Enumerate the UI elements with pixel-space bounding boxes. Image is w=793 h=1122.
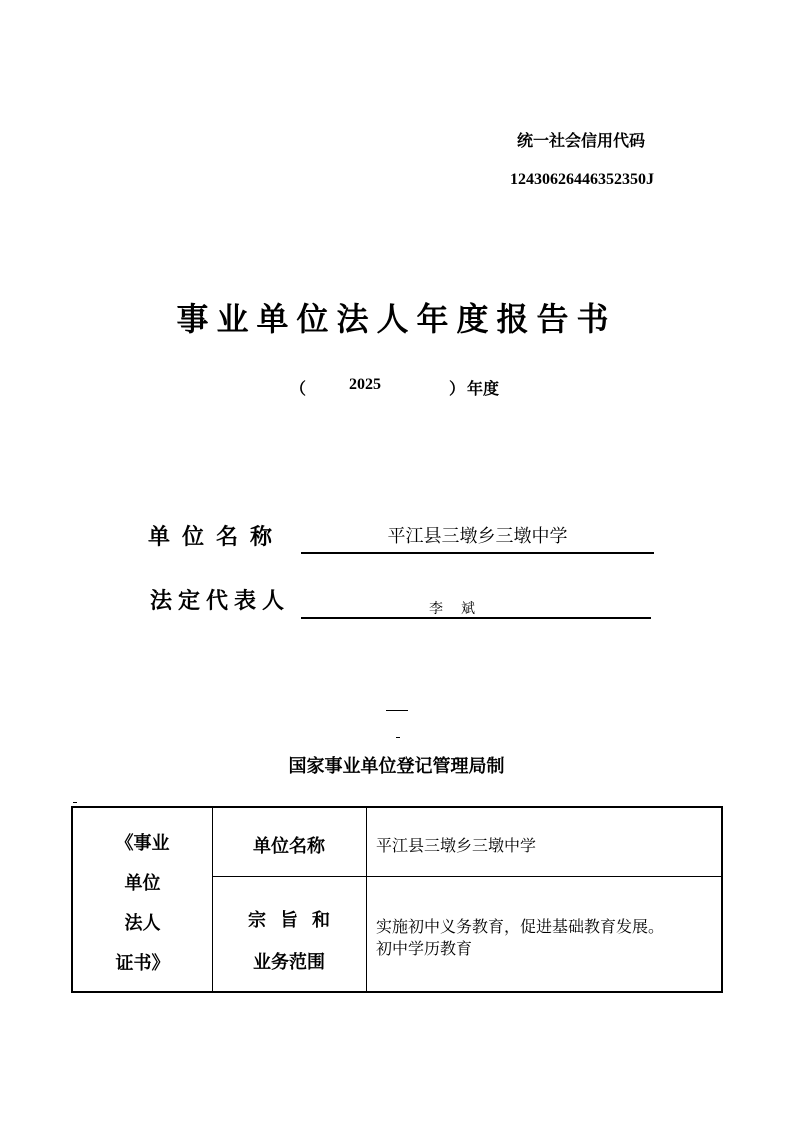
- table-divider: [366, 808, 367, 991]
- legal-rep-value: 李斌: [429, 601, 493, 617]
- certificate-title: [73, 824, 212, 984]
- unit-name-value: 平江县三墩乡三墩中学: [387, 526, 568, 547]
- divider-dash: [386, 710, 408, 711]
- unit-name-label: 单位名称: [148, 525, 285, 550]
- cert-purpose-label: [212, 900, 366, 984]
- year-open-paren: （: [290, 379, 307, 398]
- certificate-table: [71, 806, 723, 993]
- year-suffix: 年度: [467, 379, 500, 398]
- unit-name-underline: [301, 552, 654, 554]
- credit-code-value: 12430626446352350J: [510, 171, 654, 188]
- cert-unit-name-value: 平江县三墩乡三墩中学: [376, 836, 537, 855]
- divider-dot: [396, 737, 400, 738]
- certificate-title-line: 《事业: [115, 833, 170, 854]
- cert-purpose-value-line: 实施初中义务教育，促进基础教育发展。: [376, 917, 665, 936]
- issuer-name: 国家事业单位登记管理局制: [288, 756, 505, 777]
- certificate-title-line: 证书》: [115, 953, 170, 974]
- table-divider: [212, 876, 721, 877]
- credit-code-label: 统一社会信用代码: [517, 131, 646, 150]
- cert-purpose-value-line: 初中学历教育: [376, 939, 473, 958]
- certificate-title-line: 法人: [124, 913, 161, 934]
- report-title: 事业单位法人年度报告书: [176, 300, 617, 338]
- legal-rep-underline: [301, 617, 651, 619]
- report-year: 2025: [349, 376, 381, 393]
- legal-rep-label: 法定代表人: [150, 589, 291, 614]
- page-mark: [73, 802, 77, 803]
- cert-unit-name-label: 单位名称: [253, 836, 325, 857]
- certificate-title-line: 单位: [124, 873, 161, 894]
- cert-purpose-label-line: 业务范围: [253, 952, 325, 973]
- cert-purpose-value: [376, 916, 716, 960]
- cert-purpose-label-line: 宗旨和: [248, 910, 344, 931]
- year-close-paren: ）: [449, 379, 466, 398]
